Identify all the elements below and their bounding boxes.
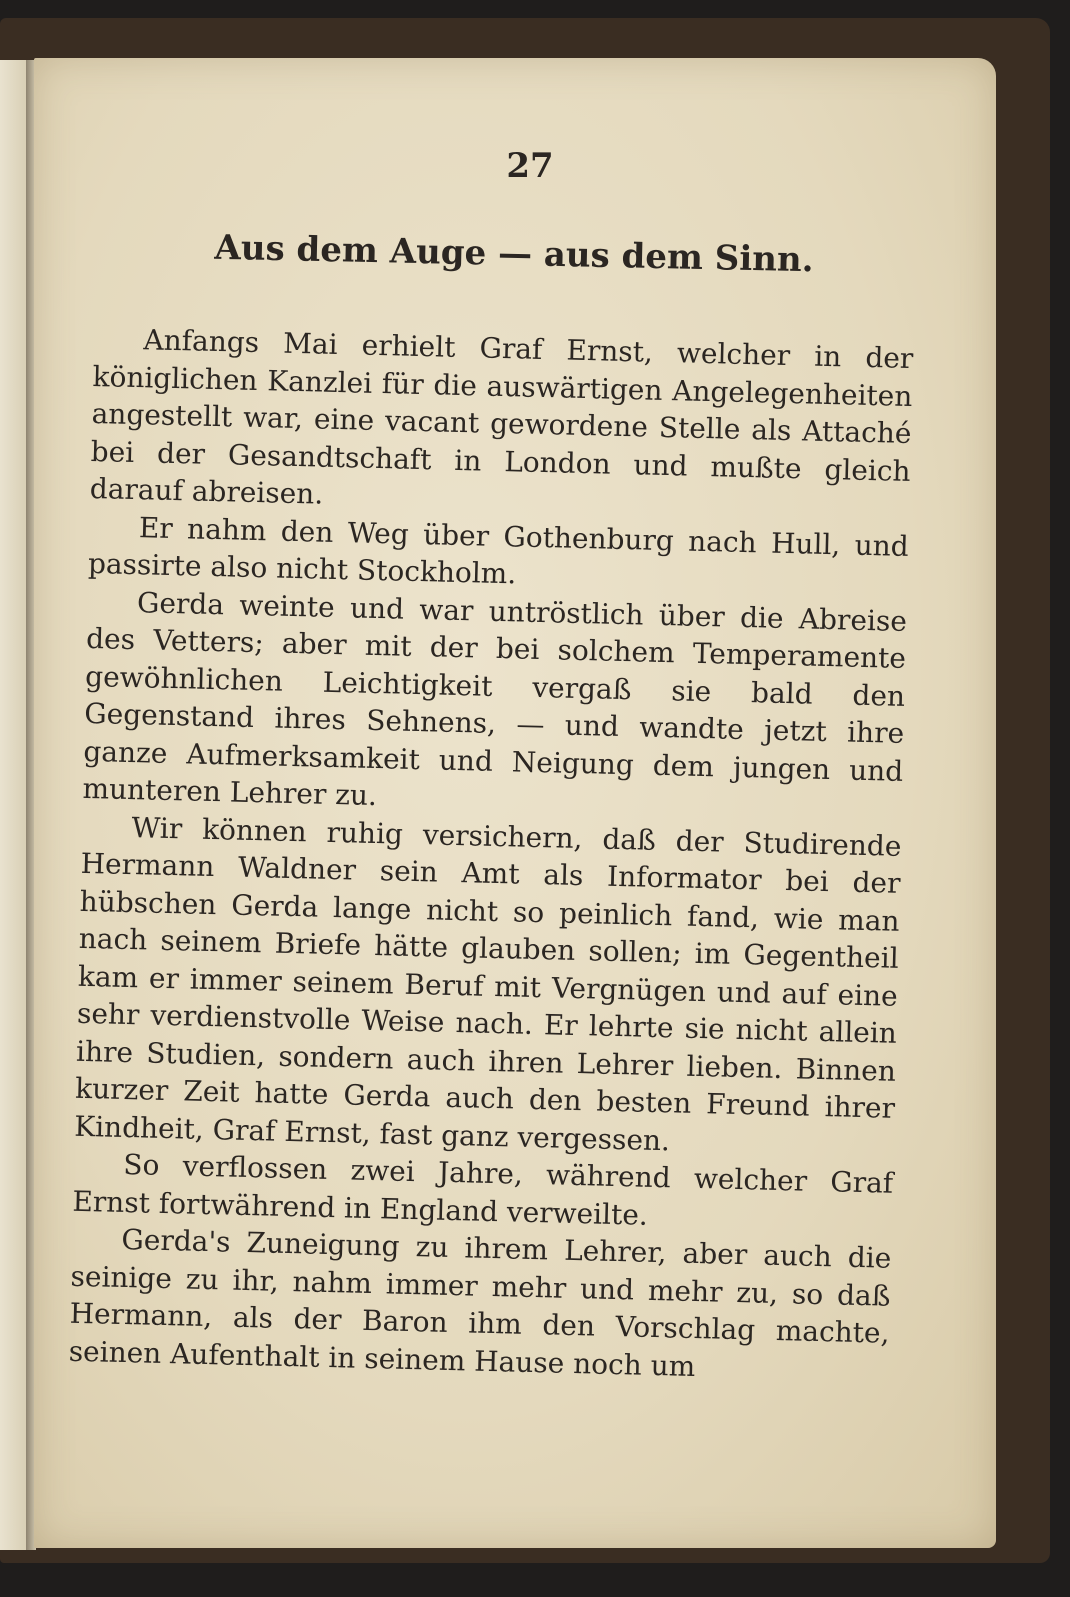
paragraph-2: Er nahm den Weg über Gothenburg nach Hull, und passirte also nicht Stockholm. <box>87 510 910 591</box>
page-number: 27 <box>506 146 554 186</box>
paragraph-3: Gerda weinte und war untröstlich über die Abreise des Vetters; aber mit der bei solchem Temperamente gewöhnlichen Leichtigkeit vergaß sie bald den Gegenstand ihres Sehnens, — und wandte jetzt ihre ganze Aufmerksamkeit und Neigung dem jungen und munteren Lehrer zu. <box>82 585 908 813</box>
body-text <box>68 320 913 1390</box>
previous-page-edge <box>0 60 26 1550</box>
paragraph-6: Gerda's Zuneigung zu ihrem Lehrer, aber auch die seinige zu ihr, nahm immer mehr und mehr zu, so daß Hermann, als der Baron ihm den Vorschlag machte, seinen Aufenthalt in seinem Hause noch um <box>68 1222 892 1383</box>
book-page <box>34 58 996 1548</box>
paragraph-1: Anfangs Mai erhielt Graf Ernst, welcher in der königlichen Kanzlei für die auswärtigen Angelegenheiten angestellt war, eine vacant gewordene Stelle als Attaché bei der Gesandtschaft in London und mußte gleich darauf abreisen. <box>89 323 914 511</box>
chapter-title: Aus dem Auge — aus dem Sinn. <box>214 227 814 281</box>
paragraph-4: Wir können ruhig versichern, daß der Studirende Hermann Waldner sein Amt als Informator bei der hübschen Gerda lange nicht so peinlich fand, wie man nach seinem Briefe hätte glauben sollen; im Gegentheil kam er immer seinem Beruf mit Vergnügen und auf eine sehr verdienstvolle Weise nach. Er lehrte sie nicht allein ihre Studien, sondern auch ihren Lehrer lieben. Binnen kurzer Zeit hatte Gerda auch den besten Freund ihrer Kindheit, Graf Ernst, fast ganz vergessen. <box>73 810 902 1157</box>
paragraph-5: So verflossen zwei Jahre, während welcher Graf Ernst fortwährend in England verweilte. <box>72 1147 894 1232</box>
